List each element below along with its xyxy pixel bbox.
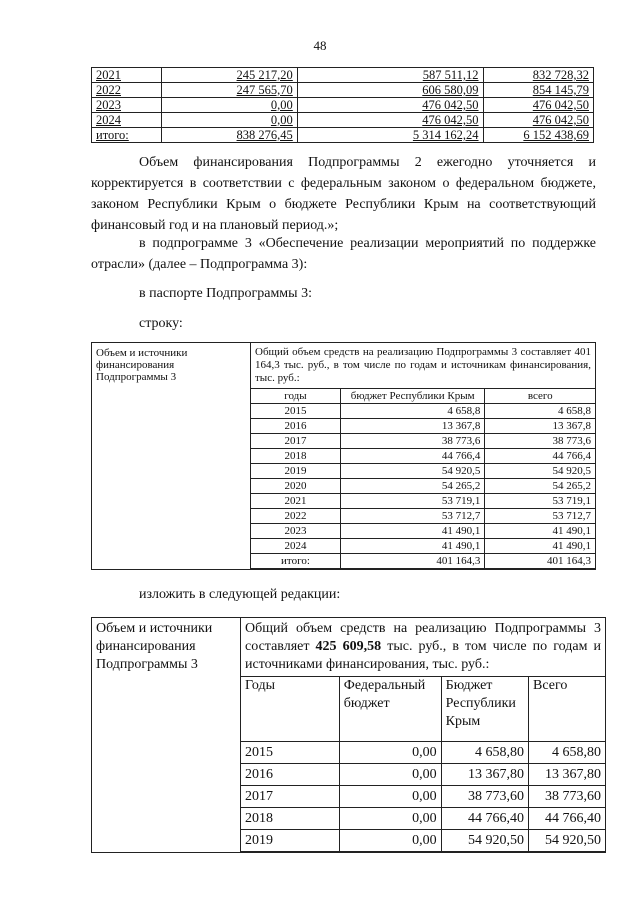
table-row <box>251 494 595 509</box>
year-cell: 2022 <box>92 83 162 98</box>
federal-value-cell: 838 276,45 <box>162 128 298 143</box>
year-cell: итого: <box>251 554 340 569</box>
table-row <box>251 449 595 464</box>
line-row: строку: <box>139 316 183 331</box>
table-row <box>92 128 594 143</box>
table-row <box>92 68 594 83</box>
new-table-body <box>241 742 605 852</box>
total-value-cell: 13 367,80 <box>529 764 605 786</box>
total-value-cell: 54 920,50 <box>529 830 605 852</box>
budget-value-cell: 44 766,40 <box>441 808 528 830</box>
table-row <box>92 83 594 98</box>
budget-value-cell: 44 766,4 <box>340 449 484 464</box>
total-value-cell: 44 766,40 <box>529 808 605 830</box>
budget-value-cell: 4 658,8 <box>340 404 484 419</box>
new-financing-table <box>91 617 606 853</box>
table-row <box>92 113 594 128</box>
total-value-cell: 53 719,1 <box>485 494 595 509</box>
table-row <box>241 808 605 830</box>
table-row <box>251 524 595 539</box>
new-table-inner <box>241 676 605 852</box>
federal-value-cell: 0,00 <box>162 113 298 128</box>
old-table-inner <box>251 388 595 569</box>
old-table-label: Объем и источники финансирования Подпрограммы 3 <box>92 343 251 570</box>
table-row <box>251 509 595 524</box>
year-cell: 2019 <box>241 830 339 852</box>
federal-value-cell: 0,00 <box>339 786 441 808</box>
table-row <box>251 419 595 434</box>
federal-value-cell: 0,00 <box>339 808 441 830</box>
total-value-cell: 4 658,8 <box>485 404 595 419</box>
year-cell: 2024 <box>251 539 340 554</box>
regional-value-cell: 476 042,50 <box>297 98 483 113</box>
year-cell: 2018 <box>251 449 340 464</box>
budget-value-cell: 54 265,2 <box>340 479 484 494</box>
year-cell: 2018 <box>241 808 339 830</box>
old-col-budget: бюджет Республики Крым <box>340 389 484 404</box>
page-number: 48 <box>313 38 327 53</box>
new-header-amount: 425 609,58 <box>315 639 382 654</box>
total-value-cell: 13 367,8 <box>485 419 595 434</box>
total-value-cell: 54 920,5 <box>485 464 595 479</box>
year-cell: 2023 <box>92 98 162 113</box>
year-cell: 2016 <box>241 764 339 786</box>
new-table-header <box>241 618 605 676</box>
new-col-total: Всего <box>529 677 605 742</box>
year-cell: итого: <box>92 128 162 143</box>
table-row <box>251 479 595 494</box>
table-row <box>241 764 605 786</box>
total-value-cell: 476 042,50 <box>483 113 593 128</box>
year-cell: 2021 <box>251 494 340 509</box>
year-cell: 2016 <box>251 419 340 434</box>
budget-value-cell: 38 773,60 <box>441 786 528 808</box>
table-row <box>241 830 605 852</box>
new-col-budget: Бюджет Республики Крым <box>441 677 528 742</box>
total-value-cell: 53 712,7 <box>485 509 595 524</box>
new-header-post: тыс. руб., в том числе по годам и источниками финансирования, тыс. руб.: <box>245 639 601 672</box>
new-header-pre: Общий объем средств на реализацию Подпрограммы 3 составляет <box>245 621 601 654</box>
new-table-content <box>241 618 606 853</box>
total-value-cell: 41 490,1 <box>485 524 595 539</box>
total-value-cell: 54 265,2 <box>485 479 595 494</box>
federal-value-cell: 247 565,70 <box>162 83 298 98</box>
new-col-federal: Федеральный бюджет <box>339 677 441 742</box>
table-row <box>92 98 594 113</box>
total-value-cell: 41 490,1 <box>485 539 595 554</box>
budget-value-cell: 54 920,50 <box>441 830 528 852</box>
table-row <box>241 786 605 808</box>
old-table-content <box>251 343 596 570</box>
budget-value-cell: 54 920,5 <box>340 464 484 479</box>
regional-value-cell: 606 580,09 <box>297 83 483 98</box>
budget-value-cell: 53 712,7 <box>340 509 484 524</box>
top-table-body <box>92 68 594 143</box>
year-cell: 2015 <box>251 404 340 419</box>
total-value-cell: 44 766,4 <box>485 449 595 464</box>
regional-value-cell: 587 511,12 <box>297 68 483 83</box>
federal-value-cell: 0,00 <box>339 764 441 786</box>
year-cell: 2023 <box>251 524 340 539</box>
regional-value-cell: 476 042,50 <box>297 113 483 128</box>
table-row <box>251 404 595 419</box>
subprogram-2-financing-table <box>91 67 594 143</box>
budget-value-cell: 13 367,8 <box>340 419 484 434</box>
total-value-cell: 476 042,50 <box>483 98 593 113</box>
old-col-total: всего <box>485 389 595 404</box>
year-cell: 2017 <box>251 434 340 449</box>
table-row <box>251 434 595 449</box>
federal-value-cell: 0,00 <box>162 98 298 113</box>
old-col-year: годы <box>251 389 340 404</box>
year-cell: 2015 <box>241 742 339 764</box>
total-value-cell: 38 773,60 <box>529 786 605 808</box>
table-row <box>251 464 595 479</box>
new-col-year: Годы <box>241 677 339 742</box>
total-value-cell: 854 145,79 <box>483 83 593 98</box>
budget-value-cell: 401 164,3 <box>340 554 484 569</box>
total-value-cell: 832 728,32 <box>483 68 593 83</box>
total-value-cell: 6 152 438,69 <box>483 128 593 143</box>
budget-value-cell: 13 367,80 <box>441 764 528 786</box>
budget-value-cell: 53 719,1 <box>340 494 484 509</box>
year-cell: 2024 <box>92 113 162 128</box>
total-value-cell: 4 658,80 <box>529 742 605 764</box>
budget-value-cell: 41 490,1 <box>340 539 484 554</box>
line-passport: в паспорте Подпрограммы 3: <box>139 286 312 301</box>
paragraph-subprogram-2-note: Объем финансирования Подпрограммы 2 ежегодно уточняется и корректируется в соответствии с федеральным законом о федеральном бюджете, законом Республики Крым о бюджете Республики Крым на соответствующий финансовый год и на плановый период.»; <box>91 155 596 233</box>
federal-value-cell: 0,00 <box>339 830 441 852</box>
table-row <box>251 539 595 554</box>
total-value-cell: 401 164,3 <box>485 554 595 569</box>
budget-value-cell: 41 490,1 <box>340 524 484 539</box>
paragraph-subprogram-3-intro: в подпрограмме 3 «Обеспечение реализации мероприятий по поддержке отрасли» (далее – Подпрограмма 3): <box>91 236 596 272</box>
regional-value-cell: 5 314 162,24 <box>297 128 483 143</box>
year-cell: 2022 <box>251 509 340 524</box>
new-table-label: Объем и источники финансирования Подпрограммы 3 <box>92 618 241 853</box>
year-cell: 2021 <box>92 68 162 83</box>
total-value-cell: 38 773,6 <box>485 434 595 449</box>
budget-value-cell: 38 773,6 <box>340 434 484 449</box>
table-row <box>251 554 595 569</box>
federal-value-cell: 0,00 <box>339 742 441 764</box>
federal-value-cell: 245 217,20 <box>162 68 298 83</box>
year-cell: 2019 <box>251 464 340 479</box>
old-table-body <box>251 404 595 569</box>
table-row <box>241 742 605 764</box>
old-financing-table <box>91 342 596 570</box>
line-restate: изложить в следующей редакции: <box>139 587 341 602</box>
year-cell: 2020 <box>251 479 340 494</box>
old-table-header: Общий объем средств на реализацию Подпрограммы 3 составляет 401 164,3 тыс. руб., в том числе по годам и источникам финансирования, тыс. руб.: <box>255 346 591 384</box>
year-cell: 2017 <box>241 786 339 808</box>
budget-value-cell: 4 658,80 <box>441 742 528 764</box>
